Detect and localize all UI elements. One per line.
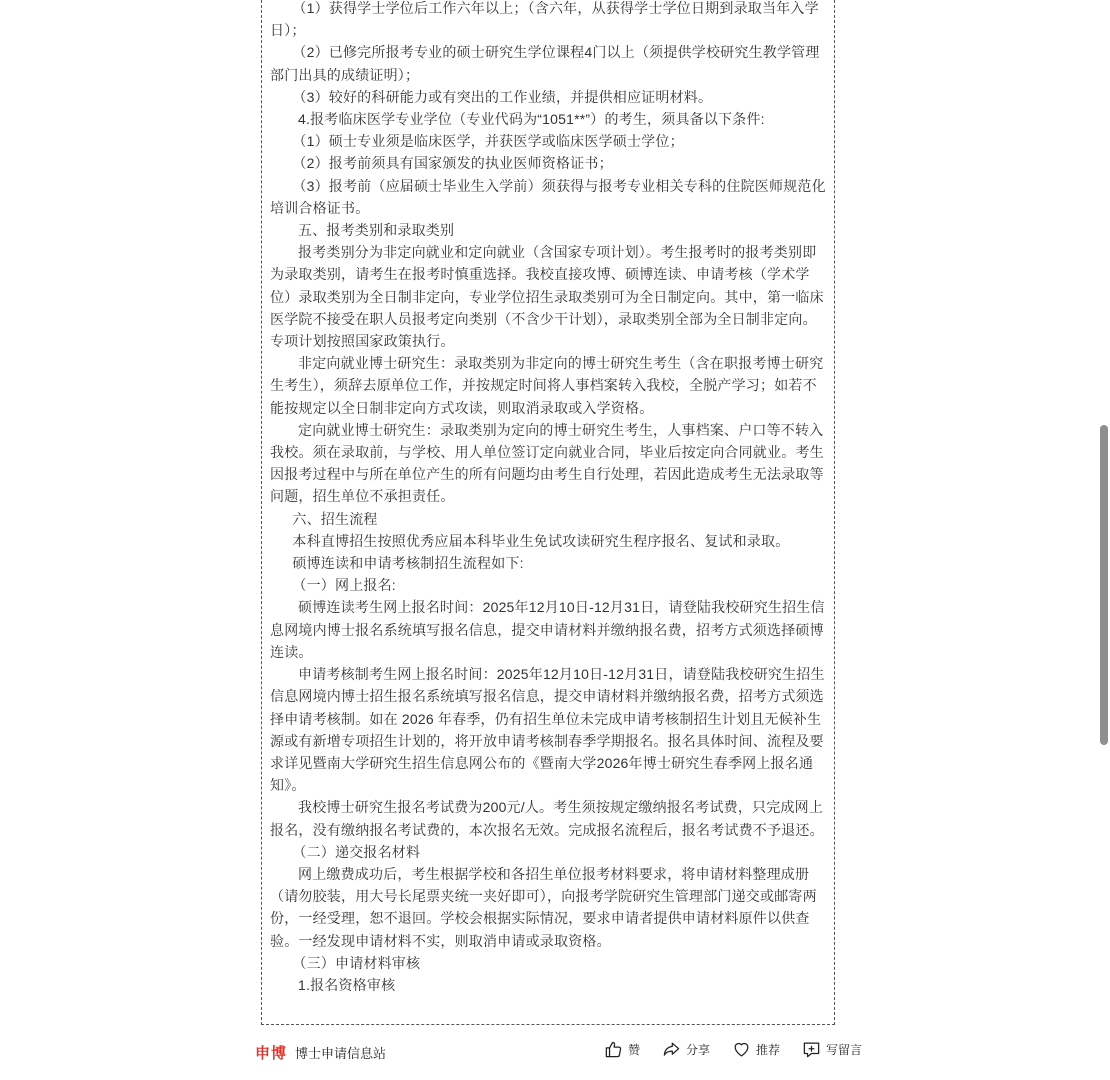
article-paragraph: （2）已修完所报考专业的硕士研究生学位课程4门以上（须提供学校研究生教学管理部门出具的成绩证明）； — [270, 44, 820, 83]
article-body — [270, 0, 828, 996]
account-brand[interactable] — [255, 1042, 386, 1063]
comment-icon — [802, 1040, 821, 1059]
share-label: 分享 — [686, 1043, 711, 1057]
like-label: 赞 — [628, 1043, 641, 1057]
thumbs-up-icon — [604, 1040, 623, 1059]
article-paragraph: （一）网上报名: — [292, 577, 396, 594]
article-paragraph: （1）硕士专业须是临床医学，并获医学或临床医学硕士学位； — [292, 133, 684, 150]
article-paragraph: 本科直博招生按照优秀应届本科毕业生免试攻读研究生程序报名、复试和录取。 — [292, 532, 790, 549]
share-icon — [662, 1040, 681, 1059]
brand-name: 博士申请信息站 — [295, 1046, 387, 1061]
comment-label: 写留言 — [826, 1043, 863, 1057]
article-paragraph: （二）递交报名材料 — [292, 843, 421, 860]
article-paragraph: 五、报考类别和录取类别 — [298, 222, 455, 239]
action-bar — [604, 1040, 862, 1059]
footer-bar — [0, 1030, 1110, 1080]
article-paragraph: 硕博连读考生网上报名时间：2025年12月10日-12月31日，请登陆我校研究生招生信息网境内博士报名系统填写报名信息，提交申请材料并缴纳报名费，招考方式须选择硕博连读。 — [270, 599, 825, 660]
article-paragraph: （3）报考前（应届硕士毕业生入学前）须获得与报考专业相关专科的住院医师规范化培训合格证书。 — [270, 177, 826, 216]
article-paragraph: 非定向就业博士研究生：录取类别为非定向的博士研究生考生（含在职报考博士研究生考生），须辞去原单位工作，并按规定时间将人事档案转入我校，全脱产学习；如若不能按规定以全日制非定向方式攻读，则取消录取或入学资格。 — [270, 355, 824, 416]
recommend-button[interactable] — [732, 1040, 780, 1059]
article-paragraph: 六、招生流程 — [292, 510, 378, 527]
article-paragraph: （三）申请材料审核 — [292, 954, 421, 971]
article-paragraph: （3）较好的科研能力或有突出的工作业绩，并提供相应证明材料。 — [292, 88, 713, 105]
article-paragraph: （2）报考前须具有国家颁发的执业医师资格证书； — [292, 155, 613, 172]
article-paragraph: 网上缴费成功后，考生根据学校和各招生单位报考材料要求，将申请材料整理成册（请勿胶装，用大号长尾票夹统一夹好即可），向报考学院研究生管理部门递交或邮寄两份，一经受理，恕不退回。学校会根据实际情况，要求申请者提供申请材料原件以供查验。一经发现申请材料不实，则取消申请或录取资格。 — [270, 865, 817, 949]
article-paragraph: 4.报考临床医学专业学位（专业代码为“1051**”）的考生，须具备以下条件: — [298, 111, 765, 128]
article-paragraph: 定向就业博士研究生：录取类别为定向的博士研究生考生，人事档案、户口等不转入我校。须在录取前，与学校、用人单位签订定向就业合同，毕业后按定向合同就业。考生因报考过程中与所在单位产生的所有问题均由考生自行处理，若因此造成考生无法录取等问题，招生单位不承担责任。 — [270, 421, 824, 505]
brand-logo: 申博 — [255, 1045, 288, 1062]
article-paragraph: （1）获得学士学位后工作六年以上；（含六年，从获得学士学位日期到录取当年入学日）； — [270, 0, 819, 39]
article-paragraph: 我校博士研究生报名考试费为200元/人。考生须按规定缴纳报名考试费，只完成网上报名，没有缴纳报名考试费的，本次报名无效。完成报名流程后，报名考试费不予退还。 — [270, 799, 824, 838]
like-button[interactable] — [604, 1040, 640, 1059]
article-paragraph: 1.报名资格审核 — [298, 976, 396, 993]
recommend-label: 推荐 — [756, 1043, 781, 1057]
article-paragraph: 申请考核制考生网上报名时间：2025年12月10日-12月31日，请登陆我校研究生招生信息网境内博士招生报名系统填写报名信息，提交申请材料并缴纳报名费，招考方式须选择申请考核制。如在 2026 年春季，仍有招生单位未完成申请考核制招生计划且无候补生源或有新增专项招生计划的，将开放申请考核制春季学期报名。报名具体时间、流程及要求详见暨南大学研究生招生信息网公布的《暨南大学2026年博士研究生春季网上报名通知》。 — [270, 666, 825, 794]
article-frame — [261, 0, 835, 1025]
article-paragraph: 报考类别分为非定向就业和定向就业（含国家专项计划）。考生报考时的报考类别即为录取类别，请考生在报考时慎重选择。我校直接攻博、硕博连读、申请考核（学术学位）录取类别为全日制非定向，专业学位招生录取类别可为全日制定向。其中，第一临床医学院不接受在职人员报考定向类别（不含少干计划），录取类别全部为全日制非定向。专项计划按照国家政策执行。 — [270, 244, 824, 350]
article-paragraph: 硕博连读和申请考核制招生流程如下: — [292, 555, 524, 572]
comment-button[interactable] — [802, 1040, 862, 1059]
share-button[interactable] — [662, 1040, 710, 1059]
heart-icon — [732, 1040, 751, 1059]
scrollbar-track[interactable] — [1100, 0, 1108, 1080]
scrollbar-thumb[interactable] — [1100, 425, 1108, 745]
